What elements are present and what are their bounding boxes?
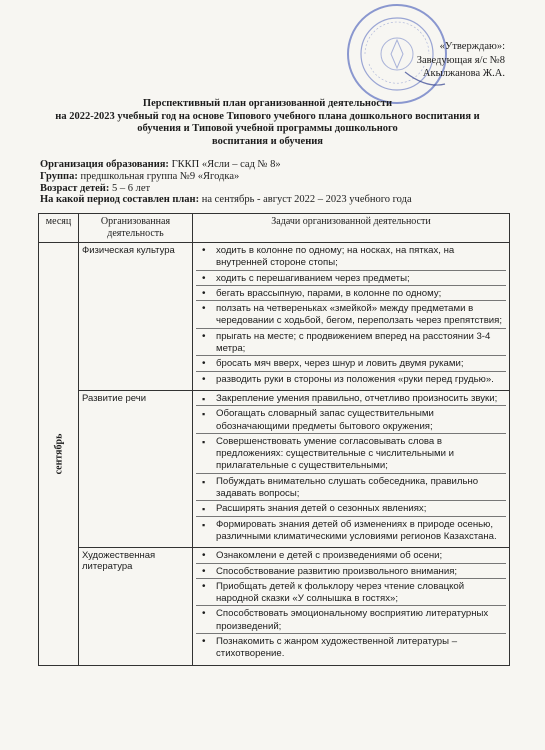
period-label: На какой период составлен план: (40, 194, 200, 206)
title-line: Перспективный план организованной деятельности (142, 98, 393, 109)
table-row (39, 243, 510, 391)
tasks-cell (193, 548, 510, 665)
activity-cell: Художественная литература (79, 548, 193, 665)
month-label: сентябрь (53, 433, 64, 475)
org-label: Организация образования: (40, 159, 169, 170)
header-month: месяц (39, 214, 79, 243)
age-label: Возраст детей: (40, 182, 110, 194)
org-value: ГККП «Ясли – сад № 8» (171, 159, 281, 170)
list-item: ▪ Совершенствовать умение согласовывать слова в предложениях: существительные с числительными и прилагательные с существительными; (196, 436, 506, 474)
list-item: • ходить с перешагиванием через предметы; (196, 273, 506, 286)
list-item: • бросать мяч вверх, через шнур и ловить двумя руками; (196, 358, 506, 371)
activity-cell: Развитие речи (79, 390, 193, 547)
tasks-cell (193, 390, 510, 547)
age-value: 5 – 6 лет (111, 182, 151, 194)
approval-position: Заведующая я/с №8 (416, 54, 505, 66)
title-line: воспитания и обучения (212, 135, 323, 147)
list-item: • Способствовать эмоциональному восприятию литературных произведений; (196, 608, 506, 634)
list-item: • ползать на четвереньках «змейкой» между предметами в чередовании с ходьбой, бегом, переползать через препятствия; (196, 303, 506, 329)
list-item: • Ознакомлени е детей с произведениями об осени; (196, 550, 506, 563)
month-cell (39, 243, 79, 666)
approval-line: «Утверждаю»: (439, 41, 505, 52)
list-item: ▪ Закрепление умения правильно, отчетливо произносить звуки; (196, 393, 506, 406)
task-list (196, 245, 506, 386)
group-line (40, 171, 510, 183)
list-item: • прыгать на месте; с продвижением вперед на расстоянии 3-4 метра; (196, 331, 506, 357)
plan-table (38, 213, 510, 666)
task-list (196, 550, 506, 660)
list-item: ▪ Формировать знания детей об изменениях в природе осенью, различными климатическими условиями регионов Казахстана. (196, 519, 506, 544)
group-value: предшкольная группа №9 «Ягодка» (80, 170, 240, 182)
title-line: на 2022-2023 учебный год на основе Типового учебного плана дошкольного воспитания и (55, 110, 480, 122)
plan-meta (40, 159, 510, 206)
approval-name: Акылжанова Ж.А. (422, 68, 505, 79)
header-activity: Организованная деятельность (79, 214, 193, 243)
list-item: • Способствование развитию произвольного внимания; (196, 566, 506, 579)
table-header-row (39, 214, 510, 243)
list-item: • Познакомить с жанром художественной литературы – стихотворение. (196, 636, 506, 661)
header-tasks: Задачи организованной деятельности (193, 214, 510, 243)
approval-block (417, 40, 505, 81)
organization-line (40, 159, 510, 171)
task-list (196, 393, 506, 543)
tasks-cell (193, 243, 510, 391)
period-value: на сентябрь - август 2022 – 2023 учебного года (201, 194, 412, 206)
age-line (40, 183, 510, 195)
list-item: ▪ Обогащать словарный запас существительными обозначающими предметы бытового окружения; (196, 408, 506, 434)
table-row (39, 390, 510, 547)
period-line (40, 194, 510, 206)
list-item: • Приобщать детей к фольклору через чтение словацкой народной сказки «У солнышка в гостях»; (196, 581, 506, 607)
list-item: • бегать врассыпную, парами, в колонне по одному; (196, 288, 506, 301)
group-label: Группа: (40, 170, 78, 182)
list-item: ▪ Побуждать внимательно слушать собеседника, правильно задавать вопросы; (196, 476, 506, 502)
list-item: • ходить в колонне по одному; на носках, на пятках, на внутренней стороне стопы; (196, 245, 506, 271)
document-title (40, 98, 495, 148)
activity-cell: Физическая культура (79, 243, 193, 391)
list-item: • разводить руки в стороны из положения «руки перед грудью». (196, 374, 506, 386)
table-row (39, 548, 510, 665)
list-item: ▪ Расширять знания детей о сезонных явлениях; (196, 503, 506, 516)
title-line: обучения и Типовой учебной программы дошкольного (137, 123, 398, 135)
